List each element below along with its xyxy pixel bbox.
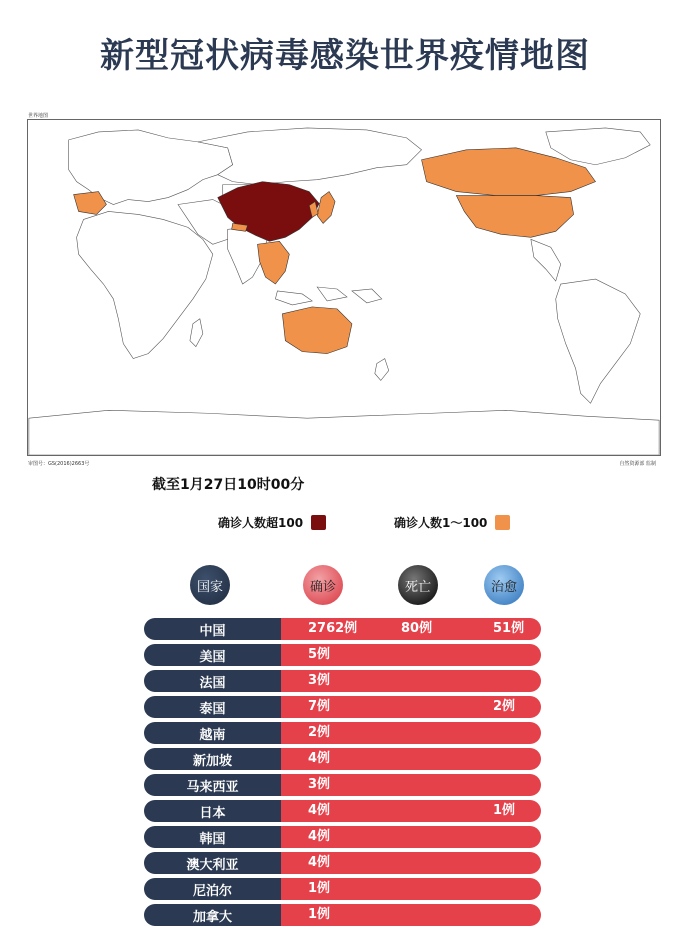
row-values bbox=[281, 696, 541, 718]
page-title: 新型冠状病毒感染世界疫情地图 bbox=[100, 36, 590, 76]
australia-region bbox=[282, 307, 352, 354]
row-values bbox=[281, 852, 541, 874]
row-cured: 1例 bbox=[493, 803, 516, 818]
case-table bbox=[144, 618, 541, 930]
legend-low-swatch bbox=[495, 515, 510, 530]
row-country: 法国 bbox=[144, 670, 281, 692]
japan-region bbox=[317, 192, 335, 224]
row-confirmed: 1例 bbox=[308, 907, 331, 922]
legend-high bbox=[218, 514, 326, 531]
row-country: 澳大利亚 bbox=[144, 852, 281, 874]
row-confirmed: 5例 bbox=[308, 647, 331, 662]
table-row bbox=[144, 644, 541, 666]
map-producer: 自然资源部 监制 bbox=[619, 461, 656, 467]
row-confirmed: 3例 bbox=[308, 777, 331, 792]
row-country: 中国 bbox=[144, 618, 281, 640]
legend-low-label: 确诊人数1～100 bbox=[394, 516, 488, 530]
row-country: 越南 bbox=[144, 722, 281, 744]
row-confirmed: 4例 bbox=[308, 803, 331, 818]
row-country: 美国 bbox=[144, 644, 281, 666]
table-row bbox=[144, 878, 541, 900]
row-values bbox=[281, 878, 541, 900]
column-header-cured: 治愈 bbox=[484, 565, 524, 605]
as-of-time: 截至1月27日10时00分 bbox=[152, 477, 305, 493]
legend-low bbox=[394, 514, 510, 531]
row-country: 韩国 bbox=[144, 826, 281, 848]
map-top-label: 世界地图 bbox=[28, 113, 49, 119]
row-values bbox=[281, 722, 541, 744]
row-values bbox=[281, 748, 541, 770]
row-values bbox=[281, 670, 541, 692]
row-country: 加拿大 bbox=[144, 904, 281, 926]
row-values bbox=[281, 800, 541, 822]
table-row bbox=[144, 618, 541, 640]
column-header-confirmed: 确诊 bbox=[303, 565, 343, 605]
world-map bbox=[27, 119, 661, 456]
row-values bbox=[281, 904, 541, 926]
table-row bbox=[144, 670, 541, 692]
column-header-deaths: 死亡 bbox=[398, 565, 438, 605]
world-map-svg bbox=[28, 120, 660, 455]
row-confirmed: 4例 bbox=[308, 829, 331, 844]
antarctica-landmass bbox=[29, 410, 659, 455]
row-country: 尼泊尔 bbox=[144, 878, 281, 900]
table-row bbox=[144, 904, 541, 926]
table-row bbox=[144, 800, 541, 822]
row-values bbox=[281, 826, 541, 848]
row-country: 马来西亚 bbox=[144, 774, 281, 796]
greenland-landmass bbox=[546, 128, 650, 165]
row-confirmed: 2例 bbox=[308, 725, 331, 740]
table-row bbox=[144, 774, 541, 796]
row-deaths: 80例 bbox=[401, 621, 433, 636]
row-values bbox=[281, 618, 541, 640]
russia-landmass bbox=[198, 128, 422, 185]
south-america-landmass bbox=[556, 279, 640, 403]
table-row bbox=[144, 852, 541, 874]
row-cured: 2例 bbox=[493, 699, 516, 714]
row-country: 泰国 bbox=[144, 696, 281, 718]
row-values bbox=[281, 644, 541, 666]
table-row bbox=[144, 696, 541, 718]
column-header-country: 国家 bbox=[190, 565, 230, 605]
table-row bbox=[144, 722, 541, 744]
row-confirmed: 4例 bbox=[308, 751, 331, 766]
map-approval-number: 审图号：GS(2016)2663号 bbox=[28, 461, 90, 467]
legend-high-swatch bbox=[311, 515, 326, 530]
row-confirmed: 3例 bbox=[308, 673, 331, 688]
row-values bbox=[281, 774, 541, 796]
row-confirmed: 7例 bbox=[308, 699, 331, 714]
usa-region bbox=[456, 196, 573, 238]
row-cured: 51例 bbox=[493, 621, 525, 636]
row-confirmed: 2762例 bbox=[308, 621, 358, 636]
row-country: 日本 bbox=[144, 800, 281, 822]
southeast-asia-region bbox=[258, 241, 290, 284]
row-confirmed: 1例 bbox=[308, 881, 331, 896]
row-country: 新加坡 bbox=[144, 748, 281, 770]
row-confirmed: 4例 bbox=[308, 855, 331, 870]
table-row bbox=[144, 826, 541, 848]
table-row bbox=[144, 748, 541, 770]
legend-high-label: 确诊人数超100 bbox=[218, 516, 304, 530]
